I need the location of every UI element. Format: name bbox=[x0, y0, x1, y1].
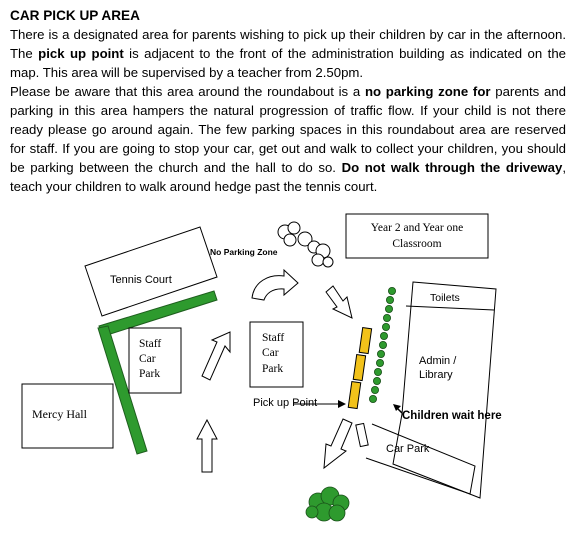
no-parking-zone-label: No Parking Zone bbox=[210, 247, 278, 257]
staff-car-park-right-line1: Staff bbox=[262, 332, 285, 344]
toilets-label: Toilets bbox=[430, 292, 460, 304]
car-park-label: Car Park bbox=[386, 443, 430, 455]
classroom-line1: Year 2 and Year one bbox=[370, 222, 464, 234]
classroom-year-2-year-1 bbox=[346, 214, 488, 258]
staff-car-park-right bbox=[250, 322, 303, 387]
hedge-row-bushes bbox=[369, 287, 395, 402]
mercy-hall-label: Mercy Hall bbox=[32, 407, 87, 421]
admin-library-line1: Admin / bbox=[419, 355, 457, 367]
paragraph-no-parking bbox=[10, 82, 566, 196]
tennis-court-label: Tennis Court bbox=[110, 274, 172, 286]
staff-car-park-right-line3: Park bbox=[262, 363, 284, 375]
arrow-down-right-icon bbox=[326, 286, 352, 318]
bush-bottom bbox=[306, 487, 349, 521]
staff-car-park-left-line2: Car bbox=[139, 353, 156, 365]
turn-arrow-icon bbox=[252, 270, 298, 300]
p1-bold-pick-up-point: pick up point bbox=[38, 46, 124, 61]
p1-text-1: There is a designated area for parents wishing to pick up their children by car in the afternoon. The bbox=[10, 27, 566, 61]
p2-bold-do-not-walk: Do not walk through the driveway bbox=[341, 160, 563, 175]
staff-car-park-left-line3: Park bbox=[139, 368, 161, 380]
pick-up-parking-bays bbox=[348, 328, 371, 409]
staff-car-park-left bbox=[129, 328, 181, 393]
p2-text-1: Please be aware that this area around the roundabout is a bbox=[10, 84, 365, 99]
staff-car-park-right-line2: Car bbox=[262, 347, 279, 359]
p2-text-3: , teach your children to walk around hedge past the tennis court. bbox=[10, 160, 566, 194]
driveway-gate bbox=[356, 423, 368, 446]
document-text bbox=[10, 6, 566, 196]
pick-up-point-label: Pick up Point bbox=[253, 397, 318, 409]
p1-text-2: is adjacent to the front of the administration building as indicated on the map. This area will be supervised by a teacher from 2.50pm. bbox=[10, 46, 566, 80]
arrow-down-left-icon bbox=[324, 419, 352, 468]
admin-library-building bbox=[393, 282, 496, 498]
children-wait-here-label: Children wait here bbox=[402, 410, 502, 422]
school-map bbox=[0, 205, 577, 538]
arrow-up-icon bbox=[197, 420, 217, 472]
p2-text-2: parents and parking in this area hampers the natural progression of traffic flow. If your child is not there ready please go around again. The few parking spaces in this roundabout area are reserved for staff. If you are going to stop your car, get out and walk to collect your children, you should be parking between the church and the hall to do so. bbox=[10, 84, 566, 175]
document-heading: CAR PICK UP AREA bbox=[10, 8, 140, 23]
p2-bold-no-parking: no parking zone for bbox=[364, 84, 491, 99]
pick-up-point bbox=[253, 397, 346, 409]
paragraph-pickup-area bbox=[10, 25, 566, 82]
classroom-line2: Classroom bbox=[392, 238, 442, 250]
admin-library-line2: Library bbox=[419, 369, 453, 381]
mercy-hall bbox=[22, 384, 113, 448]
arrow-up-right-icon bbox=[202, 332, 230, 380]
staff-car-park-left-line1: Staff bbox=[139, 338, 162, 350]
tree-cluster-top bbox=[278, 222, 333, 267]
